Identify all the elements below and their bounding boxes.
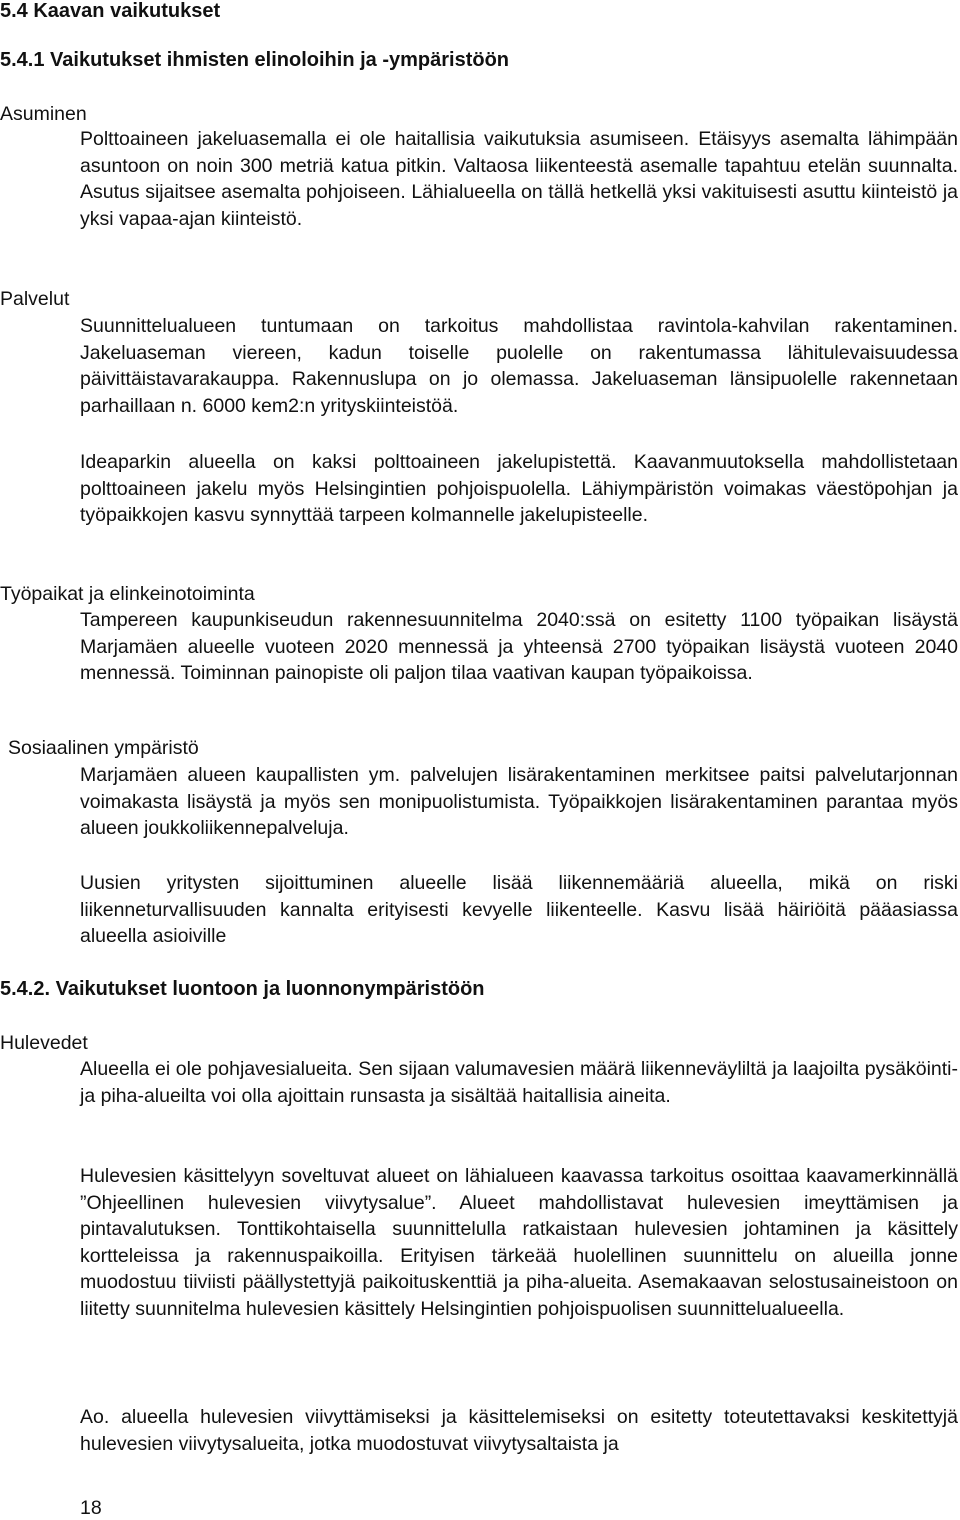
heading-sosiaalinen: Sosiaalinen ympäristö <box>8 737 199 759</box>
paragraph-tyopaikat: Tampereen kaupunkiseudun rakennesuunnitelma 2040:ssä on esitetty 1100 työpaikan lisäystä Marjamäen alueelle vuoteen 2020 mennessä ja yhteensä 2700 työpaikan lisäystä vuoteen 2040 mennessä. Toiminnan painopiste oli paljon tilaa vaativan kaupan työpaikoissa. <box>80 609 958 685</box>
paragraph-hulevedet-1: Alueella ei ole pohjavesialueita. Sen sijaan valumavesien määrä liikenneväyliltä ja laajoilta pysäköinti- ja piha-alueilta voi olla ajoittain runsasta ja sisältää haitallisia aineita. <box>80 1058 958 1107</box>
heading-palvelut: Palvelut <box>0 288 70 310</box>
heading-asuminen: Asuminen <box>0 103 87 125</box>
subsection-heading-luonto: 5.4.2. Vaikutukset luontoon ja luonnonympäristöön <box>0 978 485 1000</box>
paragraph-sosiaalinen-1: Marjamäen alueen kaupallisten ym. palvelujen lisärakentaminen merkitsee paitsi palvelutarjonnan voimakasta lisäystä ja myös sen monipuolistumista. Työpaikkojen lisärakentaminen parantaa myös alueen joukkoliikennepalveluja. <box>80 764 958 840</box>
paragraph-hulevedet-2: Hulevesien käsittelyyn soveltuvat alueet on lähialueen kaavassa tarkoitus osoittaa kaavamerkinnällä ”Ohjeellinen hulevesien viivytysalue”. Alueet mahdollistavat hulevesien imeyttämisen ja pintavalutuksen. Tonttikohtaisella suunnittelulla ratkaistaan hulevesien johtaminen ja käsittely kortteleissa ja rakennuspaikoilla. Erityisen tärkeää huolellinen suunnittelu on alueilla jonne muodostuu tiiviisti päällystettyjä paikoituskenttiä ja piha-alueita. Asemakaavan selostusaineistoon on liitetty suunnitelma hulevesien käsittely Helsingintien pohjoispuolisen suunnittelualueella. <box>80 1165 958 1320</box>
heading-hulevedet: Hulevedet <box>0 1032 88 1054</box>
paragraph-sosiaalinen-2: Uusien yritysten sijoittuminen alueelle lisää liikennemääriä alueella, mikä on riski liikenneturvallisuuden kannalta erityisesti kevyelle liikenteelle. Kasvu lisää häiriöitä pääasiassa alueella asioiville <box>80 872 958 948</box>
heading-tyopaikat: Työpaikat ja elinkeinotoiminta <box>0 583 255 605</box>
page-number: 18 <box>80 1497 102 1519</box>
section-heading: 5.4 Kaavan vaikutukset <box>0 0 221 22</box>
paragraph-asuminen: Polttoaineen jakeluasemalla ei ole haitallisia vaikutuksia asumiseen. Etäisyys asemalta lähimpään asuntoon on noin 300 metriä katua pitkin. Valtaosa liikenteestä asemalle tapahtuu etelän suunnalta. Asutus sijaitsee asemalta pohjoiseen. Lähialueella on tällä hetkellä yksi vakituisesti asuttu kiinteistö ja yksi vapaa-ajan kiinteistö. <box>80 128 958 230</box>
paragraph-palvelut-2: Ideaparkin alueella on kaksi polttoaineen jakelupistettä. Kaavanmuutoksella mahdollistetaan polttoaineen jakelu myös Helsingintien pohjoispuolella. Lähiympäristön voimakas väestöpohjan ja työpaikkojen kasvu synnyttää tarpeen kolmannelle jakelupisteelle. <box>80 451 958 527</box>
paragraph-hulevedet-3: Ao. alueella hulevesien viivyttämiseksi ja käsittelemiseksi on esitetty toteutettavaksi keskitettyjä hulevesien viivytysalueita, jotka muodostuvat viivytysaltaista ja <box>80 1406 958 1455</box>
subsection-heading-elinolot: 5.4.1 Vaikutukset ihmisten elinoloihin ja -ympäristöön <box>0 49 510 71</box>
paragraph-palvelut-1: Suunnittelualueen tuntumaan on tarkoitus mahdollistaa ravintola-kahvilan rakentaminen. Jakeluaseman viereen, kadun toiselle puolelle on rakentumassa lähitulevaisuudessa päivittäistavarakauppa. Rakennuslupa on jo olemassa. Jakeluaseman länsipuolelle rakennetaan parhaillaan n. 6000 kem2:n yrityskiinteistöä. <box>80 315 958 417</box>
